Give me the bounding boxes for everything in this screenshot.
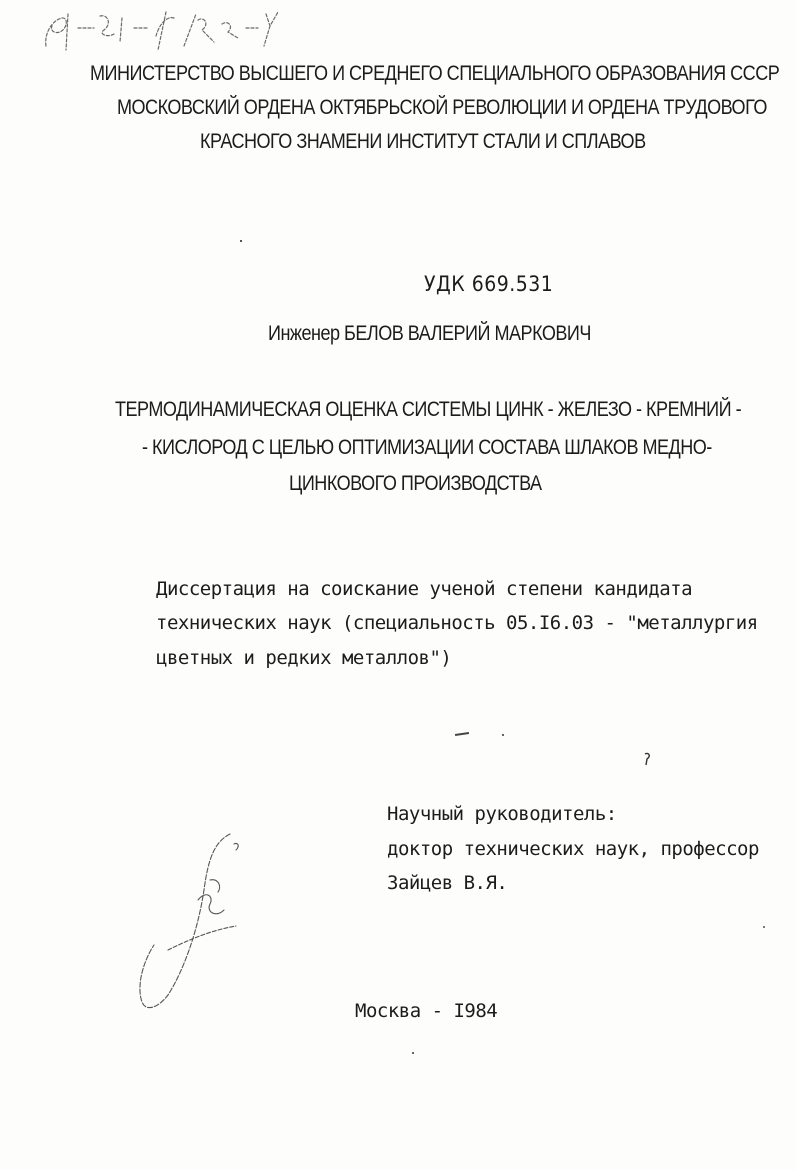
ministry-line-3: КРАСНОГО ЗНАМЕНИ ИНСТИТУТ СТАЛИ И СПЛАВОВ [200, 130, 646, 153]
dash-mark [455, 732, 469, 736]
handwritten-archive-note [38, 6, 288, 61]
title-line-1: ТЕРМОДИНАМИЧЕСКАЯ ОЦЕНКА СИСТЕМЫ ЦИНК - ЖЕЛЕЗО - КРЕМНИЙ - [115, 398, 742, 421]
city-year: Москва - I984 [355, 1000, 498, 1022]
speck-mark [412, 1052, 414, 1054]
speck-mark [240, 240, 242, 242]
speck-mark [763, 926, 765, 928]
supervisor-label: Научный руководитель: [387, 803, 617, 825]
ministry-line-1: МИНИСТЕРСТВО ВЫСШЕГО И СРЕДНЕГО СПЕЦИАЛЬНОГО ОБРАЗОВАНИЯ СССР [90, 62, 780, 85]
supervisor-signature [118, 830, 268, 1020]
dissertation-line-3: цветных и редких металлов") [156, 647, 452, 669]
ministry-line-2: МОСКОВСКИЙ ОРДЕНА ОКТЯБРЬСКОЙ РЕВОЛЮЦИИ И ОРДЕНА ТРУДОВОГО [117, 96, 767, 119]
dissertation-line-1: Диссертация на соискание ученой степени кандидата [156, 578, 693, 600]
hook-mark [643, 751, 653, 767]
handwritten-note-text: Ф-II-6/89-У [38, 6, 45, 7]
author-line: Инженер БЕЛОВ ВАЛЕРИЙ МАРКОВИЧ [268, 322, 591, 345]
dissertation-line-2: технических наук (специальность 05.I6.03 - "металлургия [156, 612, 758, 634]
title-line-2: - КИСЛОРОД С ЦЕЛЬЮ ОПТИМИЗАЦИИ СОСТАВА ШЛАКОВ МЕДНО- [142, 436, 712, 459]
title-line-3: ЦИНКОВОГО ПРОИЗВОДСТВА [289, 472, 542, 495]
supervisor-degree: доктор технических наук, профессор [387, 838, 759, 860]
udk-code: УДК 669.531 [424, 272, 554, 296]
supervisor-name: Зайцев В.Я. [387, 872, 508, 894]
speck-mark [502, 734, 504, 736]
